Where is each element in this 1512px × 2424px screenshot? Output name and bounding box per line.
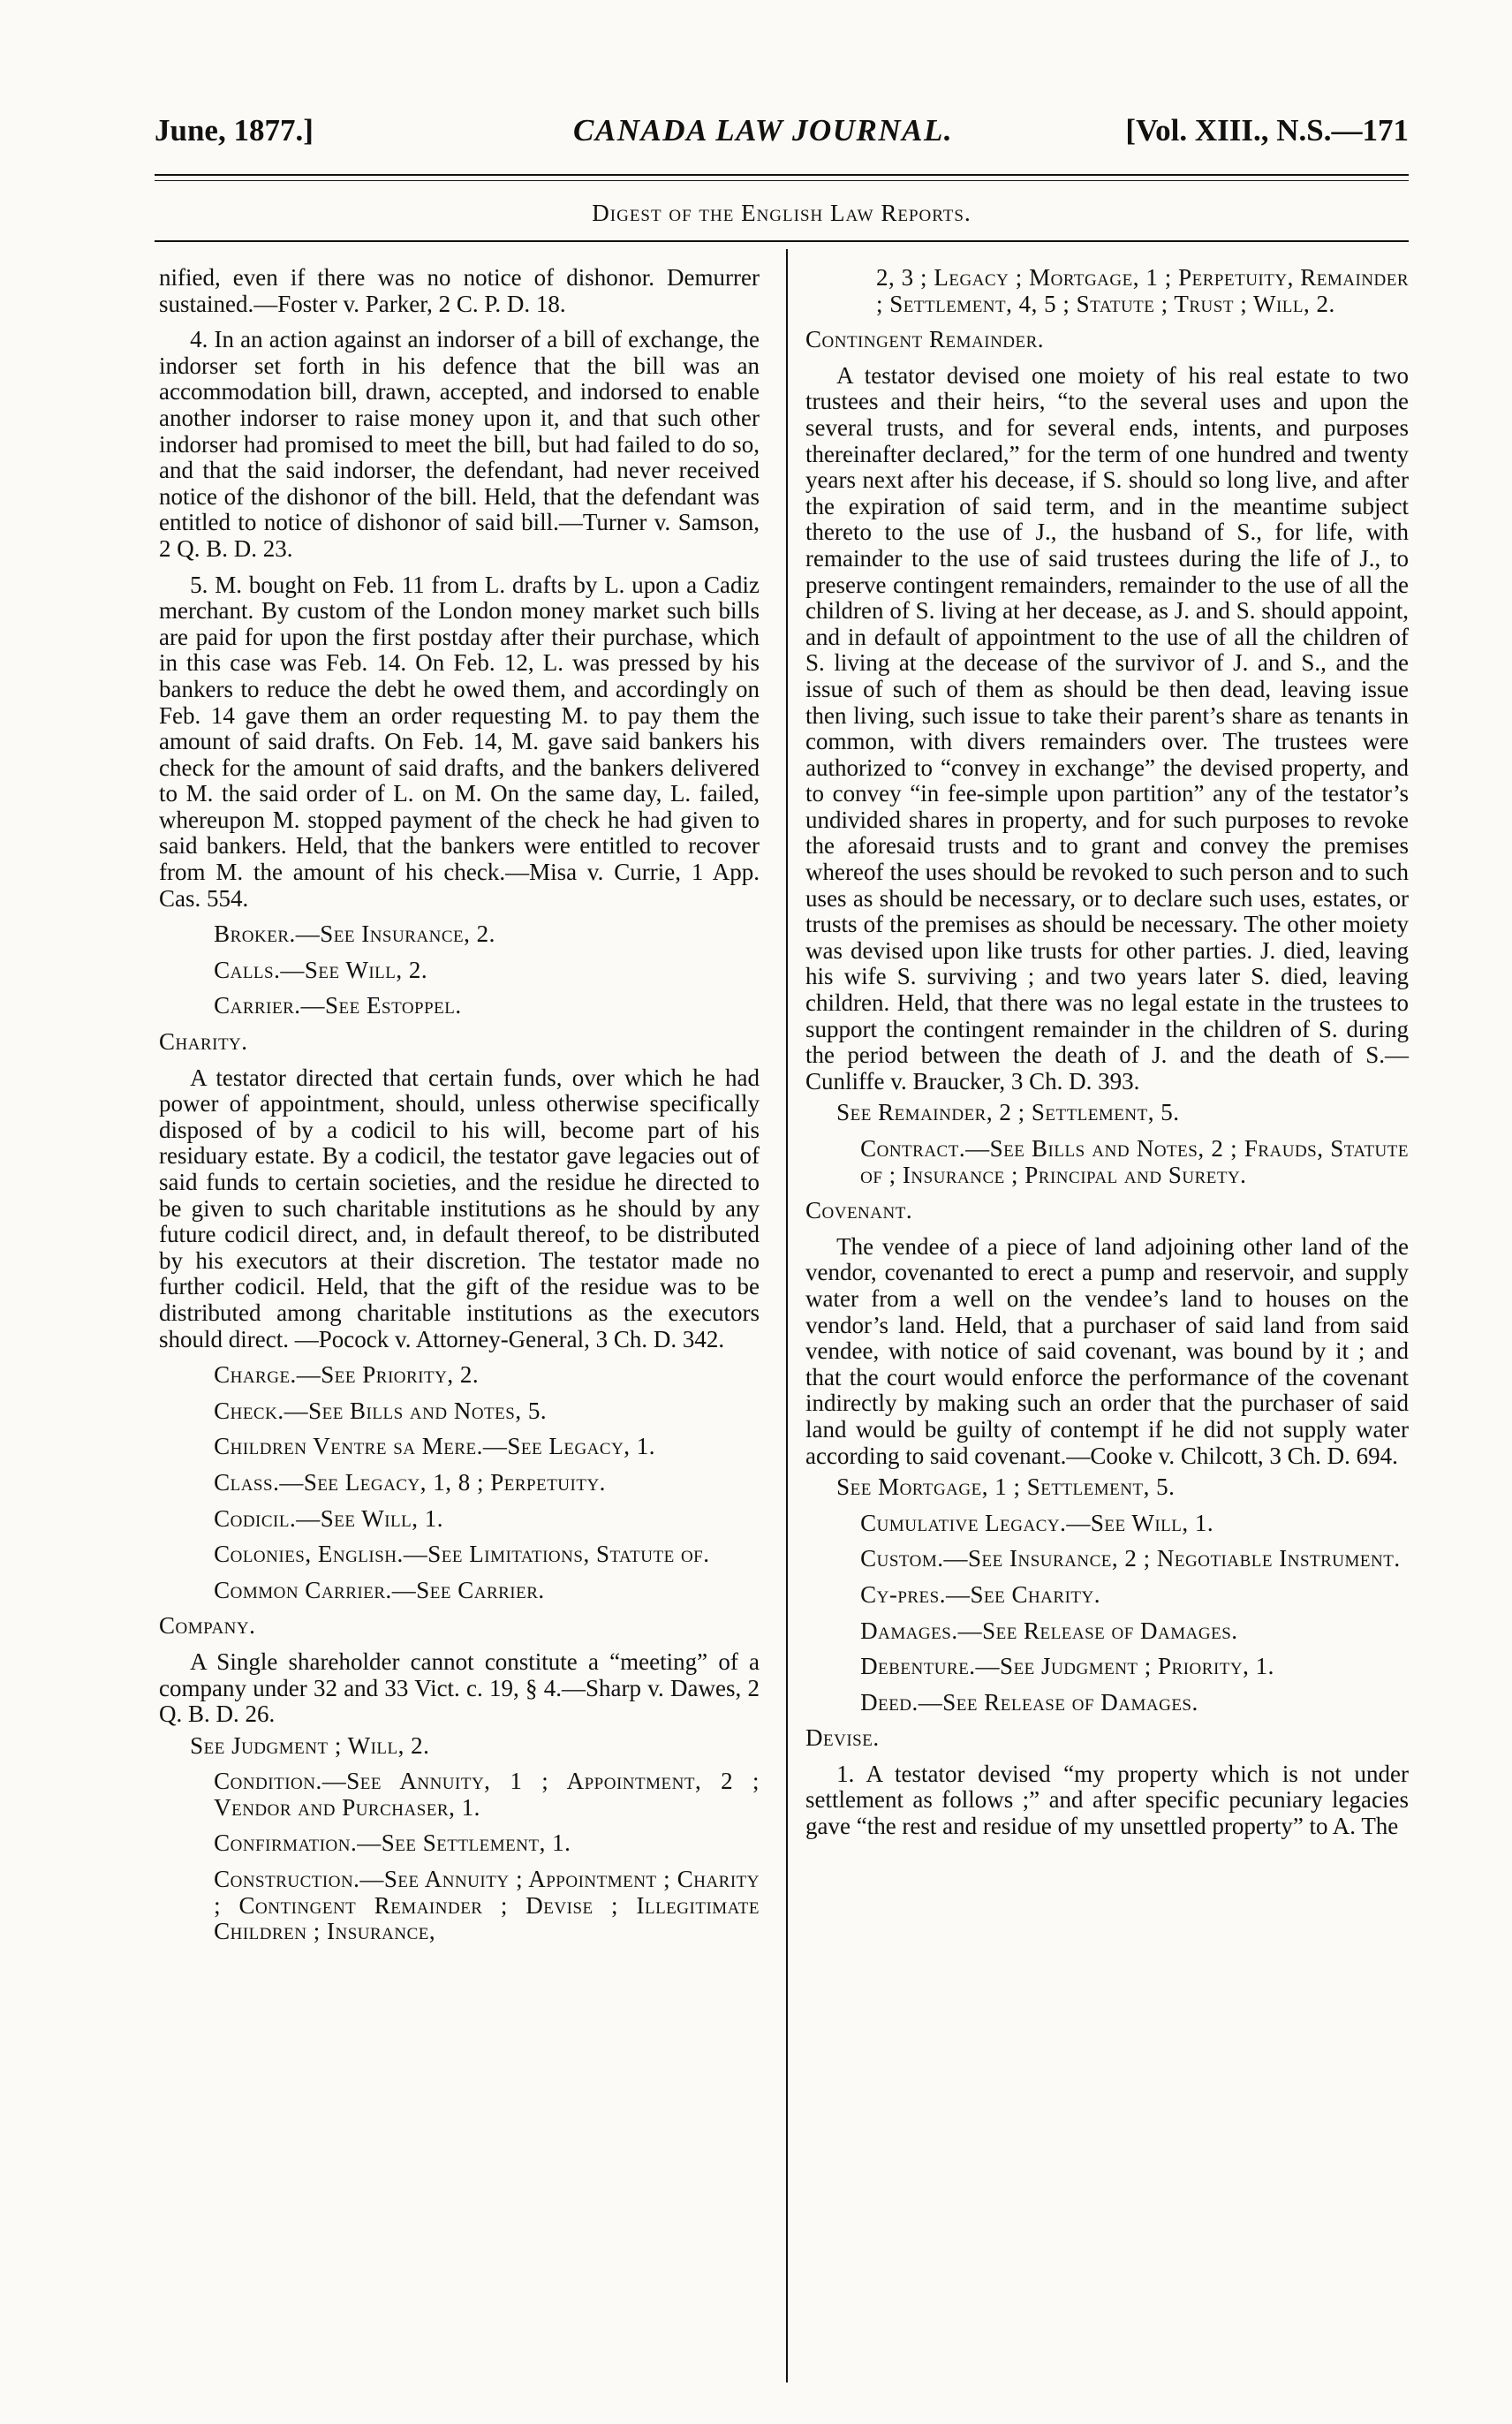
header-rule-thin (155, 180, 1409, 181)
index-entry: Construction.—See Annuity ; Appointment ; Charity ; Contingent Remainder ; Devise ; Illegitimate Children ; Insurance, (214, 1866, 760, 1945)
spacer (805, 1609, 1409, 1618)
digest-paragraph: A testator devised one moiety of his real estate to two trustees and their heirs, “to the several uses and upon the several trusts, and for several ends, intents, and purposes thereinafter declared,” for the term of one hundred and twenty years next after his decease, if S. should so long live, and after the expiration of said term, and in the meantime subject thereto to the use of J., the husband of S., for life, with remainder to the use of said trustees during the life of J., to preserve contingent remainders, remainder to the use of all the children of S. living at her decease, as J. and S. should appoint, and in default of appointment to the use of all the children of S. living at the decease of the survivor of J. and S., and the issue of such of them as should be then dead, leaving issue then living, such issue to take their parent’s share as tenants in common, with divers remainders over. The trustees were authorized to “convey in exchange” the devised property, and to convey “in fee-simple upon partition” any of the testator’s undivided shares in property, and for such purposes to revoke the aforesaid trusts and to grant and convey the premises whereof the uses should be revoked to such person and to such uses as should be necessary, or to declare such uses, estates, or trusts of the premises as should be necessary. The other moiety was devised upon like trusts for other parties. J. died, leaving his wife S. surviving ; and two years later S. died, leaving children. Held, that there was no legal estate in the trustees to support the contingent remainder in the children of S. during the period between the death of J. and the death of S.—Cunliffe v. Braucker, 3 Ch. D. 393. (805, 361, 1409, 1095)
digest-paragraph: 1. A testator devised “my property which is not under settlement as follows ;” and after specific pecuniary legacies gave “the rest and residue of my unsettled property” to A. The (805, 1760, 1409, 1840)
index-entry: Check.—See Bills and Notes, 5. (214, 1397, 548, 1424)
volume-page: [Vol. XIII., N.S.—171 (1125, 113, 1409, 148)
digest-heading: Company. (159, 1612, 256, 1640)
section-title: Digest of the English Law Reports. (592, 200, 971, 226)
digest-paragraph: A testator directed that certain funds, over which he had power of appointment, should, unless otherwise specifically disposed of by a codicil to his will, become part of his residuary estate. By a codicil, the testator gave legacies out of said funds to certain societies, and the residue he directed to be given to such charitable institutions as he should by any future codicil direct, and, in default thereof, to be distributed by his executors at their discretion. The testator made no further codicil. Held, that the gift of the residue was to be distributed among charitable institutions as the executors should direct. —Pocock v. Attorney-General, 3 Ch. D. 342. (159, 1064, 760, 1352)
spacer (159, 1496, 760, 1506)
see-reference: See Mortgage, 1 ; Settlement, 5. (836, 1473, 1176, 1501)
index-entry: Damages.—See Release of Damages. (860, 1617, 1238, 1644)
digest-heading: Contingent Remainder. (805, 326, 1045, 353)
section-rule (155, 240, 1409, 242)
spacer (159, 563, 760, 572)
index-entry: Carrier.—See Estoppel. (214, 992, 462, 1019)
index-entry: Children Ventre sa Mere.—See Legacy, 1. (214, 1433, 656, 1460)
index-entry: Debenture.—See Judgment ; Priority, 1. (860, 1653, 1274, 1680)
spacer (159, 1019, 760, 1029)
spacer (159, 1056, 760, 1065)
index-entry: Cy-pres.—See Charity. (860, 1580, 1100, 1608)
spacer (805, 1716, 1409, 1725)
index-entry: Broker.—See Insurance, 2. (214, 920, 495, 948)
digest-paragraph: A Single shareholder cannot constitute a “meeting” of a company under 32 and 33 Vict. c. 19, § 4.—Sharp v. Dawes, 2 Q. B. D. 26. (159, 1648, 760, 1728)
index-entry: Codicil.—See Will, 1. (214, 1504, 443, 1532)
index-entry: Calls.—See Will, 2. (214, 956, 428, 983)
digest-paragraph: The vendee of a piece of land adjoining other land of the vendor, covenanted to erect a pump and reservoir, and supply water from a well on the vendee’s land to houses on the vendor’s land. Held, that a purchaser of said land from said vendee, with notice of said covenant, was bound by it ; and that the court would enforce the performance of the covenant indirectly by making such an order that the purchaser of said land would be guilty of contempt if he did not supply water according to said covenant.—Cooke v. Chilcott, 3 Ch. D. 694. (805, 1232, 1409, 1469)
index-entry: Common Carrier.—See Carrier. (214, 1576, 545, 1603)
column-divider (786, 249, 788, 2382)
header-date: June, 1877.] (155, 113, 314, 148)
index-entry: Contract.—See Bills and Notes, 2 ; Frauds, Statute of ; Insurance ; Principal and Surety. (860, 1135, 1409, 1188)
left-column (159, 265, 760, 1945)
index-entry: Custom.—See Insurance, 2 ; Negotiable Instrument. (860, 1545, 1401, 1572)
header-rule-thick (155, 174, 1409, 176)
digest-text: nified, even if there was no notice of dishonor. Demurrer sustained.—Foster v. Parker, 2 C. P. D. 18. (159, 264, 760, 317)
digest-heading: Covenant. (805, 1197, 913, 1224)
see-reference: See Remainder, 2 ; Settlement, 5. (836, 1099, 1180, 1126)
running-header (155, 113, 1409, 166)
entry-continuation: 2, 3 ; Legacy ; Mortgage, 1 ; Perpetuity, Remainder ; Settlement, 4, 5 ; Statute ; Trust ; Will, 2. (876, 264, 1409, 317)
digest-paragraph: 5. M. bought on Feb. 11 from L. drafts by L. upon a Cadiz merchant. By custom of the London money market such bills are paid for upon the first postday after their purchase, which in this case was Feb. 14. On Feb. 12, L. was pressed by his bankers to reduce the debt he owed them, and accordingly on Feb. 14 gave them an order requesting M. to pay them the amount of said drafts. On Feb. 14, M. gave said bankers his check for the amount of said drafts, and the bankers delivered to M. the said order of L. on M. On the same day, L. failed, whereupon M. stopped payment of the check he had given to said bankers. Held, that the bankers were entitled to recover from M. the amount of his check.—Misa v. Currie, 1 App. Cas. 554. (159, 571, 760, 912)
journal-title: CANADA LAW JOURNAL. (573, 113, 954, 148)
digest-heading: Charity. (159, 1028, 248, 1056)
right-column (805, 265, 1409, 1840)
index-entry: Colonies, English.—See Limitations, Statute of. (214, 1541, 710, 1568)
index-entry: Condition.—See Annuity, 1 ; Appointment, 2 ; Vendor and Purchaser, 1. (214, 1768, 760, 1821)
see-reference: See Judgment ; Will, 2. (190, 1731, 430, 1759)
index-entry: Confirmation.—See Settlement, 1. (214, 1829, 571, 1857)
digest-paragraph: 4. In an action against an indorser of a bill of exchange, the indorser set forth in his defence that the bill was an accommodation bill, drawn, accepted, and indorsed to enable another indorser to raise money upon it, and that such other indorser had promised to meet the bill, but had failed to do so, and that the said indorser, the defendant, had never received notice of the dishonor of the bill. Held, that the defendant was entitled to notice of dishonor of said bill.—Turner v. Samson, 2 Q. B. D. 23. (159, 326, 760, 562)
index-entry: Cumulative Legacy.—See Will, 1. (860, 1509, 1214, 1536)
digest-heading: Devise. (805, 1724, 880, 1752)
index-entry: Class.—See Legacy, 1, 8 ; Perpetuity. (214, 1468, 606, 1496)
index-entry: Charge.—See Priority, 2. (214, 1361, 480, 1389)
index-entry: Deed.—See Release of Damages. (860, 1688, 1198, 1716)
